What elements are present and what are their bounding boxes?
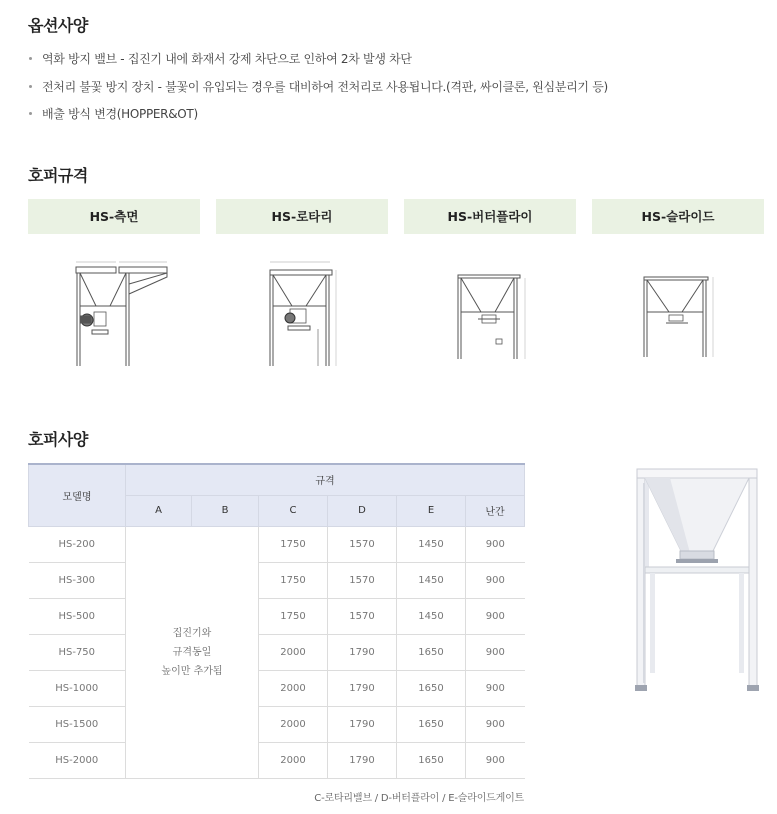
hopper-table-heading: 호퍼사양 bbox=[28, 430, 88, 449]
options-item-text: 역화 방지 밸브 - 집진기 내에 화재서 강제 차단으로 인하여 2차 발생 차단 bbox=[42, 52, 412, 66]
cell-model: HS-300 bbox=[29, 562, 126, 598]
cell-d: 1790 bbox=[328, 670, 397, 706]
table-row bbox=[29, 598, 525, 634]
table-header-row bbox=[29, 464, 525, 495]
table-row bbox=[29, 634, 525, 670]
hopper-spec-cards bbox=[28, 199, 764, 379]
cell-rail: 900 bbox=[466, 742, 525, 778]
bullet-dot-icon bbox=[29, 112, 32, 115]
merged-note-line: 규격동일 bbox=[172, 646, 212, 658]
spec-card-butterfly bbox=[404, 199, 576, 234]
cell-model: HS-1000 bbox=[29, 670, 126, 706]
hopper-rotary-drawing bbox=[268, 254, 340, 368]
cell-rail: 900 bbox=[466, 706, 525, 742]
cell-e: 1650 bbox=[397, 706, 466, 742]
table-footnote: C-로타리밸브 / D-버터플라이 / E-슬라이드게이트 bbox=[314, 793, 524, 804]
spec-group-header: 규격 bbox=[126, 464, 525, 495]
cell-ab-merged bbox=[126, 526, 259, 778]
options-item-text: 전처리 불꽃 방지 장치 - 불꽃이 유입되는 경우를 대비하여 전처리로 사용됩니다.(격판, 싸이클론, 원심분리기 등) bbox=[42, 79, 608, 94]
spec-card-side bbox=[28, 199, 200, 234]
table-row bbox=[29, 526, 525, 562]
column-header-a: A bbox=[126, 495, 192, 526]
cell-d: 1790 bbox=[328, 634, 397, 670]
spec-card-rotary bbox=[216, 199, 388, 234]
cell-e: 1450 bbox=[397, 562, 466, 598]
cell-e: 1650 bbox=[397, 742, 466, 778]
options-item bbox=[28, 104, 608, 132]
table-row bbox=[29, 562, 525, 598]
column-header-b: B bbox=[192, 495, 259, 526]
cell-c: 1750 bbox=[259, 562, 328, 598]
column-header-e: E bbox=[397, 495, 466, 526]
hopper-butterfly-drawing bbox=[456, 254, 528, 364]
cell-d: 1570 bbox=[328, 526, 397, 562]
merged-note-line: 높이만 추가됨 bbox=[161, 665, 223, 677]
cell-model: HS-1500 bbox=[29, 706, 126, 742]
cell-c: 1750 bbox=[259, 598, 328, 634]
column-header-c: C bbox=[259, 495, 328, 526]
spec-card-title: HS-버터플라이 bbox=[404, 199, 576, 234]
spec-card-title: HS-로타리 bbox=[216, 199, 388, 234]
spec-card-slide bbox=[592, 199, 764, 234]
cell-rail: 900 bbox=[466, 526, 525, 562]
table-row bbox=[29, 742, 525, 778]
cell-e: 1650 bbox=[397, 670, 466, 706]
bullet-dot-icon bbox=[29, 85, 32, 88]
cell-c: 2000 bbox=[259, 670, 328, 706]
options-item-text: 배출 방식 변경(HOPPER&OT) bbox=[42, 107, 198, 121]
cell-c: 2000 bbox=[259, 742, 328, 778]
options-heading: 옵션사양 bbox=[28, 16, 88, 35]
spec-card-title: HS-슬라이드 bbox=[592, 199, 764, 234]
cell-model: HS-500 bbox=[29, 598, 126, 634]
cell-rail: 900 bbox=[466, 598, 525, 634]
cell-c: 2000 bbox=[259, 706, 328, 742]
cell-d: 1790 bbox=[328, 742, 397, 778]
hopper-spec-heading: 호퍼규격 bbox=[28, 166, 88, 185]
hopper-spec-table bbox=[28, 463, 525, 779]
table-row bbox=[29, 670, 525, 706]
cell-d: 1570 bbox=[328, 562, 397, 598]
hopper-side-drawing bbox=[74, 254, 170, 368]
column-header-rail: 난간 bbox=[466, 495, 525, 526]
cell-c: 2000 bbox=[259, 634, 328, 670]
bullet-dot-icon bbox=[29, 57, 32, 60]
hopper-product-photo bbox=[630, 465, 765, 699]
cell-d: 1790 bbox=[328, 706, 397, 742]
cell-e: 1650 bbox=[397, 634, 466, 670]
cell-model: HS-750 bbox=[29, 634, 126, 670]
table-row bbox=[29, 706, 525, 742]
options-item bbox=[28, 49, 608, 77]
cell-model: HS-200 bbox=[29, 526, 126, 562]
options-list bbox=[28, 49, 608, 132]
hopper-slide-drawing bbox=[642, 254, 716, 364]
cell-c: 1750 bbox=[259, 526, 328, 562]
merged-note-line: 집진기와 bbox=[172, 627, 212, 639]
spec-card-title: HS-측면 bbox=[28, 199, 200, 234]
options-item bbox=[28, 77, 608, 105]
cell-d: 1570 bbox=[328, 598, 397, 634]
column-header-d: D bbox=[328, 495, 397, 526]
cell-e: 1450 bbox=[397, 598, 466, 634]
model-column-header: 모델명 bbox=[29, 464, 126, 526]
cell-rail: 900 bbox=[466, 562, 525, 598]
cell-rail: 900 bbox=[466, 634, 525, 670]
cell-e: 1450 bbox=[397, 526, 466, 562]
cell-rail: 900 bbox=[466, 670, 525, 706]
cell-model: HS-2000 bbox=[29, 742, 126, 778]
